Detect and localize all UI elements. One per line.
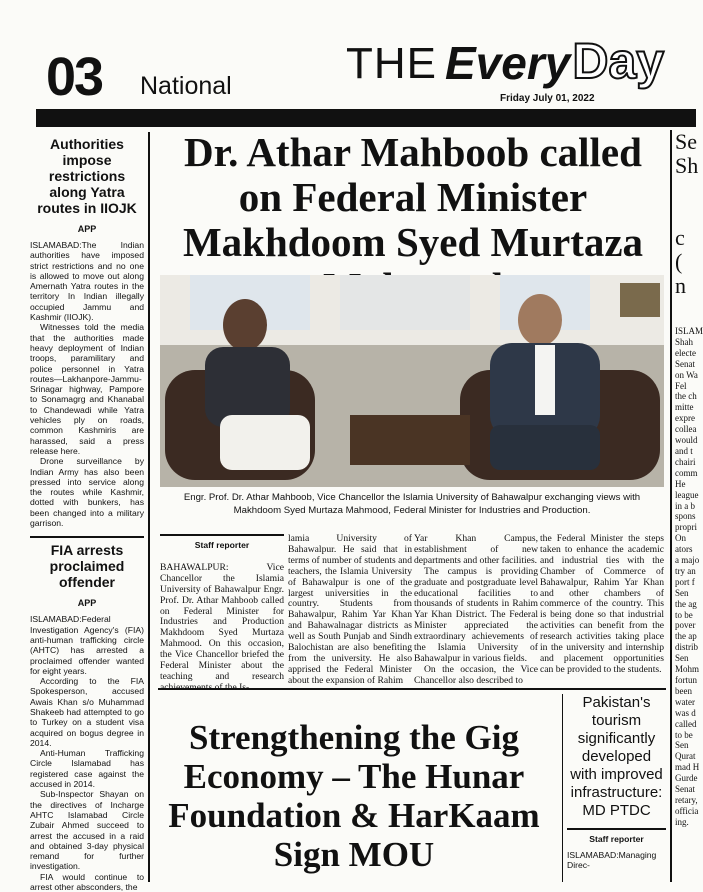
fragment-line: Sen: [675, 587, 689, 598]
story-divider: [30, 536, 144, 538]
fragment-line: port f: [675, 576, 695, 587]
fragment-line: been: [675, 685, 692, 696]
right-headline-fragment: [675, 129, 699, 298]
paragraph: lamia University of Bahawalpur. He said that in terms of number of students and teachers, the Islamia University of Bahawalpur is one of the largest universities in the country. Students from Bahawalpur, Rahim Yar Khan and Bahawalnagar districts as well as South Punjab and Sindh Balochistan are also benefiting from the university. He also apprised the Federal Minister about the expansion of Rahim: [288, 533, 412, 686]
side-story: [562, 694, 666, 882]
section-name: National: [140, 72, 232, 100]
photo-caption: Engr. Prof. Dr. Athar Mahboob, Vice Chancellor the Islamia University of Bahawalpur exchanging views with Makhdoom Syed Murtaza Mahmood, Federal Minister for Industries and Production.: [183, 492, 641, 516]
issue-date: Friday July 01, 2022: [500, 93, 595, 104]
fragment-line: Mohm: [675, 664, 700, 675]
story-body: [30, 240, 144, 528]
fragment-line: ISLAM: [675, 326, 703, 336]
fragment-line: comm: [675, 467, 698, 478]
fragment-line: fortun: [675, 675, 697, 685]
fragment-line: c: [675, 225, 685, 250]
fragment-line: electe: [675, 347, 696, 358]
fragment-line: to be: [675, 729, 693, 740]
side-body: ISLAMABAD:Managing Direc-: [567, 850, 657, 870]
main-headline: Dr. Athar Mahboob called on Federal Minister Makhdoom Syed Murtaza: [182, 129, 644, 265]
article-column-2: [288, 534, 412, 687]
left-column: [30, 132, 150, 892]
paragraph: According to the FIA Spokesperson, accused Awais Khan s/o Muhammad Shakeeb had attempted to go to Turkey on a student visa acquired on bogus degree in 2014.: [30, 676, 144, 748]
paragraph: Yar Khan Campus, establishment of new departments and other facilities.: [414, 533, 538, 566]
logo-every: Every: [445, 37, 571, 89]
logo-the: THE: [346, 39, 437, 88]
fragment-line: Sen: [675, 653, 689, 664]
fragment-line: called: [675, 718, 697, 729]
fragment-line: would: [675, 435, 698, 446]
fragment-line: [675, 202, 696, 226]
fragment-line: collea: [675, 424, 697, 435]
paragraph: Anti-Human Trafficking Circle Islamabad has registered case against the accused in 2014.: [30, 748, 144, 790]
story-headline: FIA arrests proclaimed offender: [49, 542, 125, 591]
fragment-line: pover: [675, 620, 696, 631]
article-column-1: [160, 534, 284, 694]
side-byline: Staff reporter: [567, 828, 666, 844]
fragment-line: He: [675, 478, 686, 489]
paragraph: BAHAWALPUR: Vice Chancellor the Islamia University of Bahawalpur Engr. Prof. Dr. Athar Mahboob called on Federal Minister for Industries and Production Makhdoom Syed Murtaza Mahmood. On this occasion, the Vice Chancellor briefed the Federal Minister about the teaching and research: [160, 561, 284, 682]
story-source: APP: [77, 598, 97, 609]
fragment-line: Se: [675, 129, 697, 154]
fragment-line: chairi: [675, 456, 696, 467]
fragment-line: distrib: [675, 642, 699, 653]
fragment-line: Sen: [675, 740, 689, 751]
fragment-line: the ch: [675, 391, 697, 402]
article-column-4: [540, 534, 664, 676]
fragment-line: league: [675, 489, 699, 500]
fragment-line: officia: [675, 805, 699, 816]
article-column-3: [414, 534, 538, 687]
fragment-line: Gurde: [675, 773, 698, 784]
fragment-line: n: [675, 273, 686, 298]
fragment-line: (: [675, 249, 683, 274]
fragment-line: the ap: [675, 631, 697, 642]
paragraph: ISLAMABAD:The Indian authorities have imposed strict restrictions and no one is allowed to move out along Amernath Yatra routes in the territory In Indian illegally occupied Jammu and Kashmir (IIOJK).: [30, 240, 144, 323]
paragraph: ISLAMABAD:Federal Investigation Agency's (FIA) anti-human trafficking circle (AHTC) has arrested a proclaimed offender wanted for eight years.: [30, 614, 144, 676]
fragment-line: mad H: [675, 762, 700, 773]
fragment-line: to be: [675, 609, 693, 620]
paragraph: the Federal Minister the steps taken to enhance the academic and industrial ties with the Chamber of Commerce of Bahawalpur, Rahim Yar Khan and other chambers of commerce of the country. This is being done so that industrial activities can benefit from the research activities taking place in the university and internship and placement opportunities can be provided to the students.: [540, 533, 664, 675]
fragment-line: mitte: [675, 402, 694, 413]
second-headline: Strengthening the Gig Economy – The Hunar Foundation & HarKaam Sign MOU: [168, 718, 540, 874]
fragment-line: ing.: [675, 816, 689, 827]
paragraph: Sub-Inspector Shayan on the directives of Incharge AHTC Islamabad Circle Zubair Ahmed succeed to arrest the accused in a raid and obtained 3-day physical remand for further investigation.: [30, 789, 144, 872]
page-number: 03: [46, 47, 103, 107]
fragment-line: water: [675, 696, 695, 707]
fragment-line: was d: [675, 707, 696, 718]
story-body: [30, 614, 144, 892]
section-divider: [158, 688, 666, 690]
side-headline: Pakistan's tourism significantly developed with improved infrastructure: MD PTDC: [570, 694, 663, 819]
right-body-fragment: [675, 326, 703, 828]
fragment-line: Senat: [675, 358, 695, 369]
right-column: [670, 129, 703, 882]
fragment-line: Shah: [675, 336, 693, 347]
paragraph: Witnesses told the media that the authorities made heavy deployment of Indian troops, paramilitary and police personnel in Yatra routes—Lakhanpore-Jammu-Srinagar highway, Pampore to Sonamagrg and Khanabal to Chandewadi while Yatra vehicles ply on roads, common Kashmiris are harassed, said a press release here.: [30, 322, 144, 456]
fragment-line: the ag: [675, 598, 697, 609]
newspaper-logo: [346, 30, 696, 89]
fragment-line: Fel: [675, 380, 687, 391]
header-rule: [36, 109, 696, 127]
paragraph: The campus is providing graduate and postgraduate level educational facilities to thousands of students in Rahim Yar Khan District. The Federal Minister appreciated the extraordinary achievements of the Islamia University of Bahawalpur in various fields.: [414, 565, 538, 664]
logo-day: Day: [572, 33, 665, 89]
paragraph: Drone surveillance by Indian Army has also been pressed into service along the routes while Kashmir, dotted with bunkers, has been changed into a military garrison.: [30, 456, 144, 529]
fragment-line: a majo: [675, 555, 700, 566]
fragment-line: Sh: [675, 153, 699, 178]
fragment-line: propri: [675, 522, 697, 533]
story-headline: Authorities impose restrictions along Yatra routes in IIOJK: [37, 136, 137, 216]
fragment-line: on Wa: [675, 369, 698, 380]
news-photo: [160, 275, 664, 487]
paragraph: FIA would continue to arrest other absconders, the: [30, 871, 144, 892]
fragment-line: and t: [675, 445, 693, 456]
paragraph: On the occasion, the Vice Chancellor also described to: [414, 663, 538, 686]
fragment-line: try an: [675, 565, 696, 576]
story-source: APP: [77, 224, 97, 234]
fragment-line: expre: [675, 413, 695, 424]
fragment-line: Qurat: [675, 751, 696, 762]
fragment-line: in a b: [675, 500, 695, 511]
fragment-line: ators: [675, 544, 693, 555]
fragment-line: retary,: [675, 794, 698, 805]
fragment-line: On: [675, 533, 686, 544]
fragment-line: Senat: [675, 784, 695, 795]
byline: Staff reporter: [160, 534, 284, 557]
fragment-line: spons: [675, 511, 696, 522]
fragment-line: [675, 178, 696, 202]
